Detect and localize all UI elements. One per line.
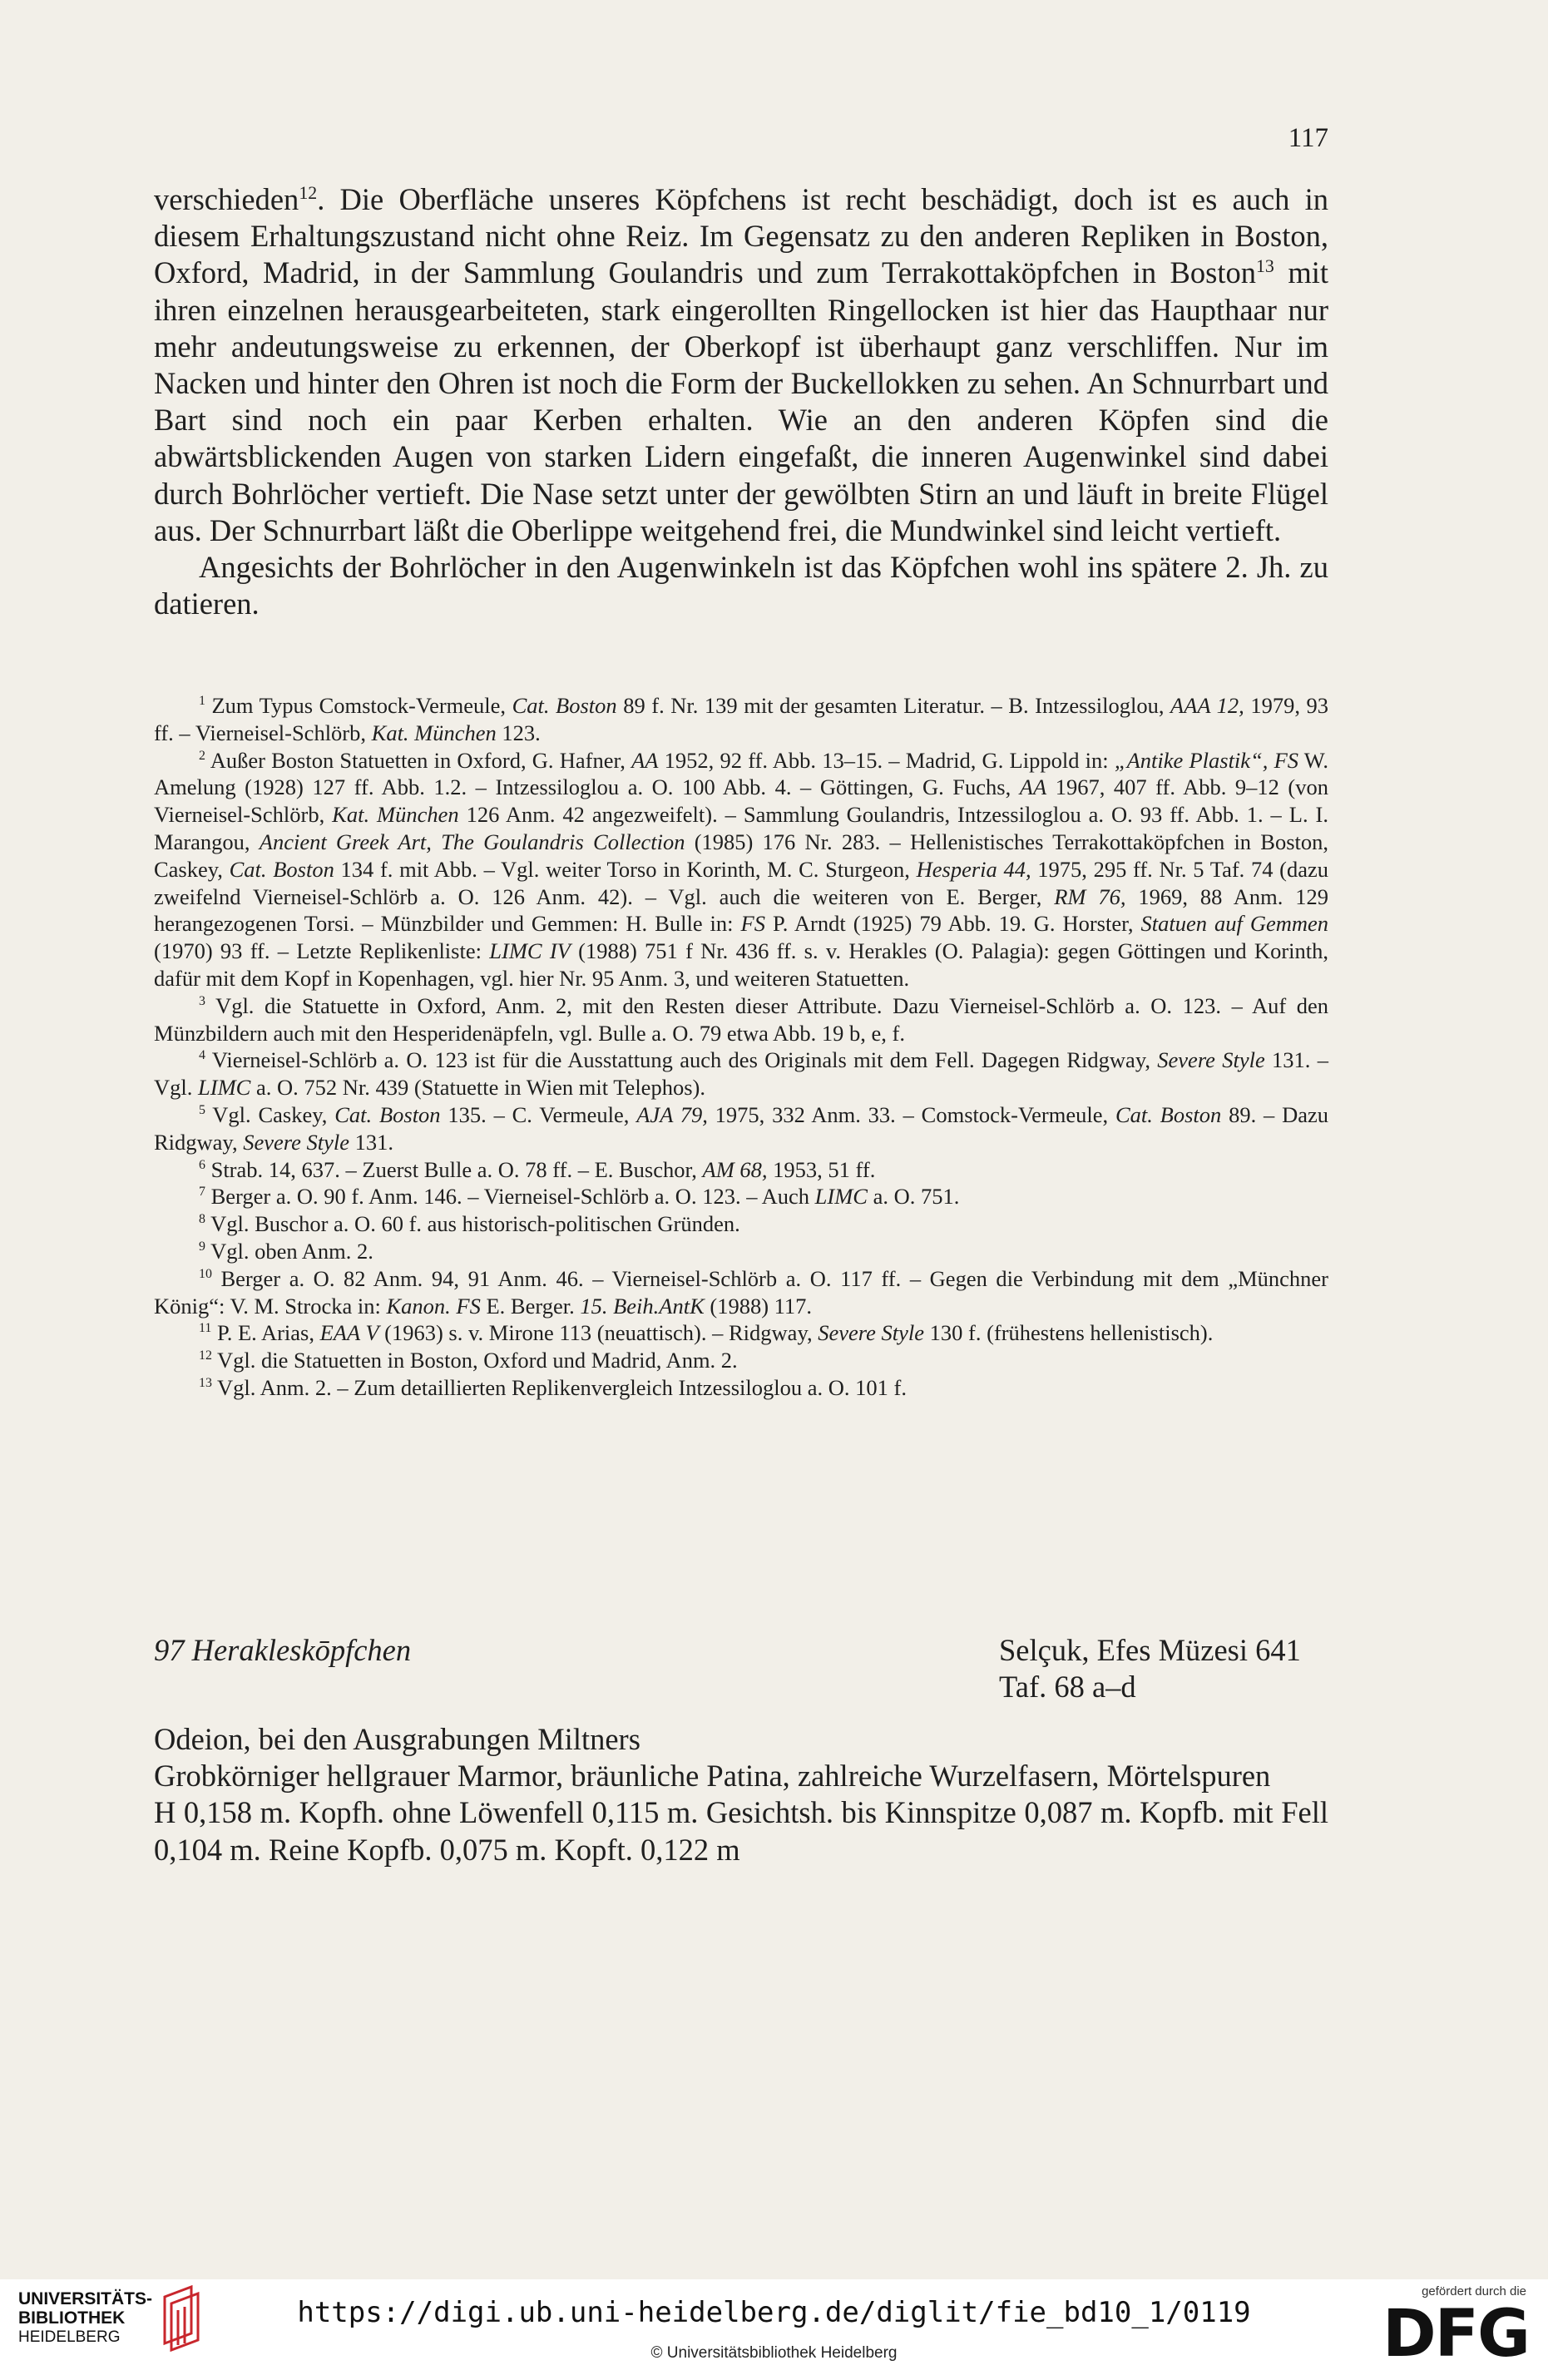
footnote: $^5$ Vgl. Caskey, Cat. Boston 135. – C. Vermeule, AJA 79, 1975, 332 Anm. 33. – Comstock-Vermeule, Cat. Boston 89. – Dazu Ridgway, Severe Style 131. <box>154 1101 1329 1155</box>
catalog-plate: Taf. 68 a–d <box>999 1670 1136 1704</box>
footnote: $^1$ Zum Typus Comstock-Vermeule, Cat. Boston 89 f. Nr. 139 mit der gesamten Literatur. – B. Intzessiloglou, AAA 12, 1979, 93 ff. – Vierneisel-Schlörb, Kat. München 123. <box>154 693 1328 745</box>
catalog-reference <box>999 1632 1301 1705</box>
footnotes <box>154 692 1328 1402</box>
catalog-entry-header <box>154 1632 1328 1707</box>
catalog-dimensions: H 0,158 m. Kopfh. ohne Löwenfell 0,115 m. Gesichtsh. bis Kinnspitze 0,087 m. Kopfb. mit Fell 0,104 m. Reine Kopfb. 0,075 m. Kopft. 0,122 m <box>154 1795 1328 1867</box>
library-logo: UNIVERSITÄTS- BIBLIOTHEK HEIDELBERG <box>18 2289 153 2346</box>
footnote: $^8$ Vgl. Buschor a. O. 60 f. aus historisch-politischen Gründen. <box>199 1211 740 1237</box>
footnote: $^3$ Vgl. die Statuette in Oxford, Anm. 2, mit den Resten dieser Attribute. Dazu Vierneisel-Schlörb a. O. 123. – Auf den Münzbildern auch mit den Hesperidenäpfeln, vgl. Bulle a. O. 79 etwa Abb. 19 b, e, f. <box>154 992 1328 1046</box>
body-paragraph: Angesichts der Bohrlöcher in den Augenwinkeln ist das Köpfchen wohl ins spätere 2. Jh. zu datieren. <box>154 550 1328 621</box>
footnote: $^7$ Berger a. O. 90 f. Anm. 146. – Vierneisel-Schlörb a. O. 123. – Auch LIMC a. O. 751. <box>199 1184 960 1210</box>
footnote: $^9$ Vgl. oben Anm. 2. <box>199 1238 373 1264</box>
dfg-logo: DFG <box>1382 2297 1529 2372</box>
catalog-description <box>154 1721 1328 1868</box>
footnote: $^{11}$ P. E. Arias, EAA V (1963) s. v. Mirone 113 (neuattisch). – Ridgway, Severe Style 130 f. (frühestens hellenistisch). <box>199 1320 1214 1346</box>
footnote: $^2$ Außer Boston Statuetten in Oxford, G. Hafner, AA 1952, 92 ff. Abb. 13–15. – Madrid, G. Lippold in: „Antike Plastik“, FS W. Amelung (1928) 127 ff. Abb. 1.2. – Intzessiloglou a. O. 100 Abb. 4. – Göttingen, G. Fuchs, AA 1967, 407 ff. Abb. 9–12 (von Vierneisel-Schlörb, Kat. München 126 Anm. 42 angezweifelt). – Sammlung Goulandris, Intzessiloglou a. O. 93 ff. Abb. 1. – L. I. Marangou, Ancient Greek Art, The Goulandris Collection (1985) 176 Nr. 283. – Hellenistisches Terrakottaköpfchen in Boston, Caskey, Cat. Boston 134 f. mit Abb. – Vgl. weiter Torso in Korinth, M. C. Sturgeon, Hesperia 44, 1975, 295 ff. Nr. 5 Taf. 74 (dazu zweifelnd Vierneisel-Schlörb a. O. 126 Anm. 42). – Vgl. auch die weiteren von E. Berger, RM 76, 1969, 88 Anm. 129 herangezogenen Torsi. – Münzbilder und Gemmen: H. Bulle in: FS P. Arndt (1925) 79 Abb. 19. G. Horster, Statuen auf Gemmen (1970) 93 ff. – Letzte Replikenliste: LIMC IV (1988) 751 f Nr. 436 ff. s. v. Herakles (O. Palagia): gegen Göttingen und Korinth, dafür mit dem Kopf in Kopenhagen, vgl. hier Nr. 95 Anm. 3, und weiteren Statuetten. <box>154 747 1329 991</box>
catalog-title: 97 Herakleskōpfchen <box>154 1633 412 1667</box>
footnote: $^{10}$ Berger a. O. 82 Anm. 94, 91 Anm. 46. – Vierneisel-Schlörb a. O. 117 ff. – Gegen die Verbindung mit dem „Münchner König“: V. M. Strocka in: Kanon. FS E. Berger. 15. Beih.AntK (1988) 117. <box>154 1265 1328 1319</box>
catalog-location: Selçuk, Efes Müzesi 641 <box>999 1633 1301 1667</box>
footnote: $^4$ Vierneisel-Schlörb a. O. 123 ist für die Ausstattung auch des Originals mit dem Fell. Dagegen Ridgway, Severe Style 131. – Vgl. LIMC a. O. 752 Nr. 439 (Statuette in Wien mit Telephos). <box>154 1047 1328 1101</box>
footnote: $^6$ Strab. 14, 637. – Zuerst Bulle a. O. 78 ff. – E. Buschor, AM 68, 1953, 51 ff. <box>199 1156 876 1182</box>
copyright-notice: © Universitätsbibliothek Heidelberg <box>650 2344 898 2362</box>
viewer-footer <box>0 2279 1548 2380</box>
body-paragraph: verschieden$^{12}$. Die Oberfläche unseres Köpfchens ist recht beschädigt, doch ist es auch in diesem Erhaltungszustand nicht ohne Reiz. Im Gegensatz zu den anderen Repliken in Boston, Oxford, Madrid, in der Sammlung Goulandris und zum Terrakottaköpfchen in Boston$^{13}$ mit ihren einzelnen herausgearbeiteten, stark eingerollten Ringellocken ist hier das Haupthaar nur mehr andeutungsweise zu erkennen, der Oberkopf ist überhaupt ganz verschliffen. Nur im Nacken und hinter den Ohren ist noch die Form der Buckellokken zu sehen. An Schnurrbart und Bart sind noch ein paar Kerben erhalten. Wie an den anderen Köpfen sind die abwärtsblickenden Augen von starken Lidern eingefaßt, die inneren Augenwinkel sind dabei durch Bohrlöcher vertieft. Die Nase setzt unter der gewölbten Stirn an und läuft in breite Flügel aus. Der Schnurrbart läßt die Oberlippe weitgehend frei, die Mundwinkel sind leicht vertieft. <box>154 181 1328 547</box>
footnote: $^{12}$ Vgl. die Statuetten in Boston, Oxford und Madrid, Anm. 2. <box>199 1348 738 1373</box>
footnote: $^{13}$ Vgl. Anm. 2. – Zum detaillierten Replikenvergleich Intzessiloglou a. O. 101 f. <box>199 1374 907 1400</box>
catalog-findspot: Odeion, bei den Ausgrabungen Miltners <box>154 1722 640 1756</box>
body-text <box>154 181 1328 622</box>
page-number: 117 <box>1288 123 1328 153</box>
catalog-material: Grobkörniger hellgrauer Marmor, bräunliche Patina, zahlreiche Wurzelfasern, Mörtelspuren <box>154 1759 1271 1794</box>
permalink-url[interactable]: https://digi.ub.uni-heidelberg.de/diglit/fie_bd10_1/0119 <box>297 2296 1251 2329</box>
funder-caption: gefördert durch die <box>1422 2284 1526 2298</box>
